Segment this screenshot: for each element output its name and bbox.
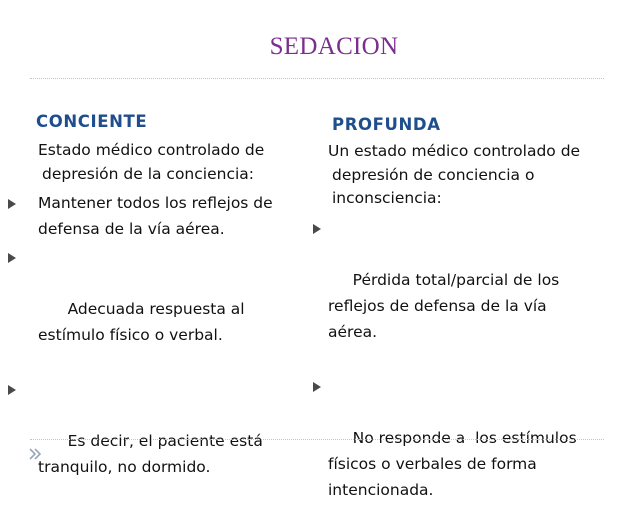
list-item	[328, 215, 578, 371]
list-item-text: Mantener todos los reflejos de defensa de la vía aérea.	[38, 194, 273, 238]
list-item-text: No responde a los estímulos físicos o verbales de forma intencionada.	[328, 428, 582, 499]
heading-conciente: CONCIENTE	[36, 112, 148, 131]
list-item-text: Adecuada respuesta al estímulo físico o verbal.	[38, 300, 250, 344]
list-item	[38, 244, 263, 374]
heading-profunda: PROFUNDA	[332, 115, 441, 134]
double-chevron-right-icon	[29, 448, 41, 460]
triangle-bullet-icon	[8, 385, 16, 395]
slide-title: SEDACION	[269, 33, 399, 60]
column-conciente	[38, 112, 298, 506]
list-item	[38, 376, 266, 506]
footer-divider	[30, 439, 604, 440]
intro-profunda: Un estado médico controlado de depresión de conciencia o inconsciencia:	[328, 142, 581, 207]
title-divider	[30, 78, 604, 79]
list-item	[328, 373, 603, 529]
column-profunda	[328, 112, 610, 529]
triangle-bullet-icon	[8, 199, 16, 209]
list-item-text: Es decir, el paciente está tranquilo, no dormido.	[38, 432, 268, 476]
list-item-text: Pérdida total/parcial de los reflejos de defensa de la vía aérea.	[328, 270, 565, 341]
triangle-bullet-icon	[313, 224, 321, 234]
list-item	[38, 190, 288, 242]
triangle-bullet-icon	[313, 382, 321, 392]
intro-conciente: Estado médico controlado de depresión de la conciencia:	[38, 141, 265, 183]
triangle-bullet-icon	[8, 253, 16, 263]
